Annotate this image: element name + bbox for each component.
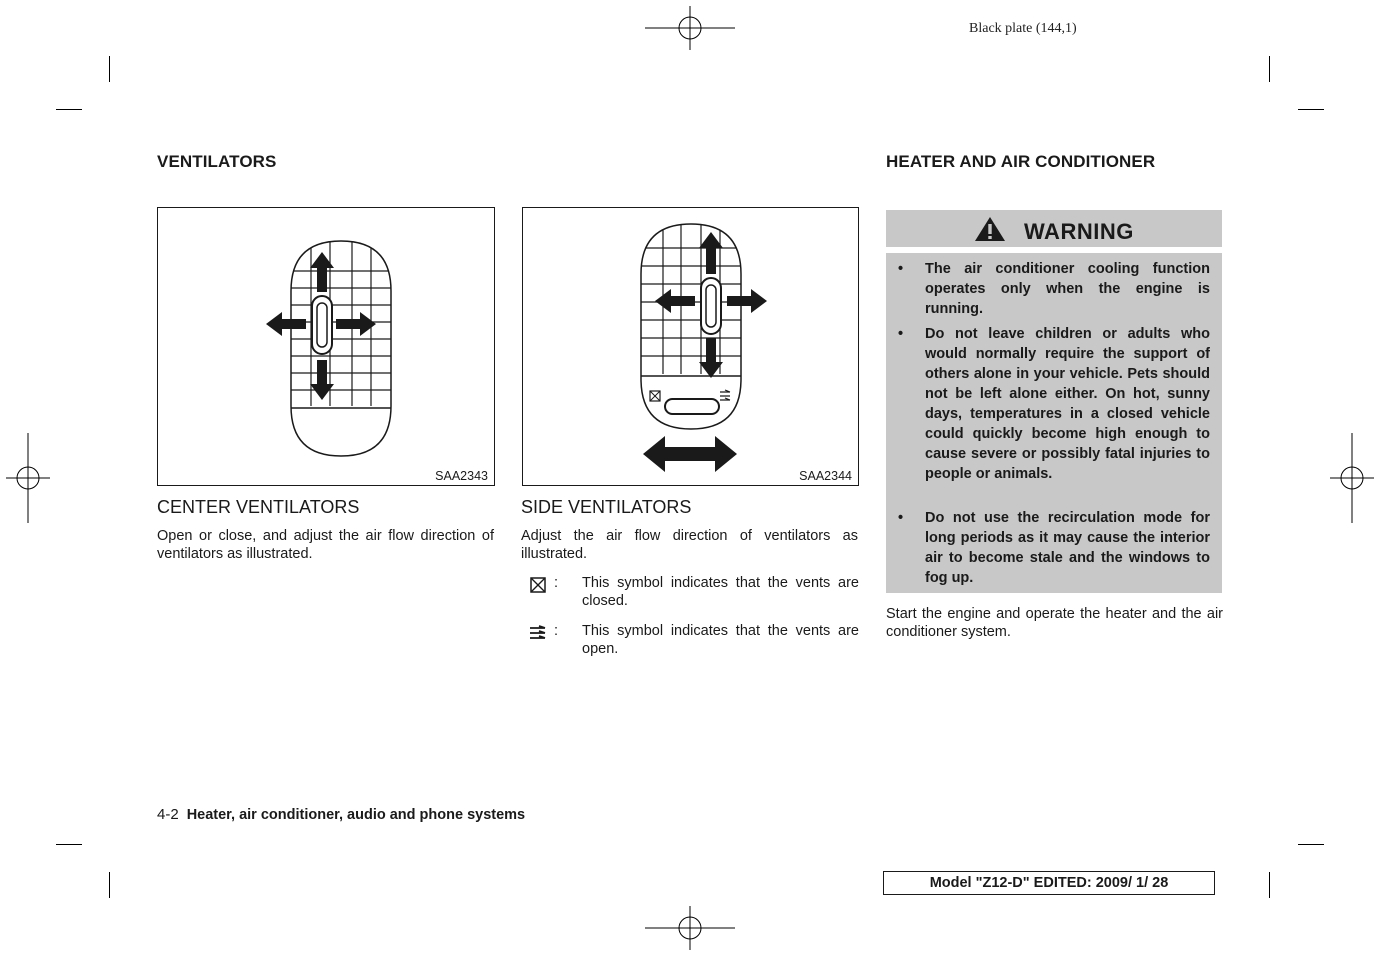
figure-code: SAA2343	[435, 469, 488, 483]
registration-mark-left	[6, 433, 50, 523]
side-ventilators-title: SIDE VENTILATORS	[521, 497, 692, 517]
symbol-row-open	[522, 622, 859, 662]
figure-code: SAA2344	[799, 469, 852, 483]
side-ventilators-text: Adjust the air flow direction of ventilators as illustrated.	[521, 528, 858, 562]
bullet: •	[898, 510, 904, 526]
registration-mark-bottom	[645, 906, 735, 950]
symbol-open-text: This symbol indicates that the vents are open.	[582, 623, 859, 657]
heater-ac-text: Start the engine and operate the heater and the air conditioner system.	[886, 606, 1223, 640]
center-ventilators-text: Open or close, and adjust the air flow direction of ventilators as illustrated.	[157, 528, 494, 562]
warning-title: WARNING	[1024, 219, 1134, 244]
chapter-title: Heater, air conditioner, audio and phone systems	[186, 807, 526, 823]
bullet: •	[898, 326, 904, 342]
warning-body	[886, 253, 1222, 593]
symbol-colon: :	[554, 575, 559, 591]
registration-mark-right	[1330, 433, 1374, 523]
center-ventilators-title: CENTER VENTILATORS	[157, 497, 360, 517]
warning-item-text: Do not use the recirculation mode for long periods as it may cause the interior air to become stale and the windows to fog up.	[925, 510, 1210, 586]
warning-header	[886, 210, 1222, 247]
warning-item-text: Do not leave children or adults who would normally require the support of others alone in your vehicle. Pets should not be left alone either. On hot, sunny days, temperatures in a closed vehicle could quickly become high enough to cause severe or possibly fatal injuries to people or animals.	[925, 326, 1210, 482]
side-ventilator-illustration	[523, 208, 858, 485]
symbol-row-closed	[522, 574, 859, 614]
page-number: 4-2	[157, 806, 179, 823]
symbol-closed-text: This symbol indicates that the vents are closed.	[582, 575, 859, 609]
center-ventilator-illustration	[158, 208, 494, 485]
page-footer	[157, 806, 525, 823]
warning-item-text: The air conditioner cooling function operates only when the engine is running.	[925, 261, 1210, 317]
section-heading-heater-ac: HEATER AND AIR CONDITIONER	[886, 152, 1156, 171]
plate-label: Black plate (144,1)	[969, 21, 1077, 36]
figure-side-ventilator	[522, 207, 859, 486]
bullet: •	[898, 261, 904, 277]
symbol-colon: :	[554, 623, 559, 639]
model-edited-box: Model "Z12-D" EDITED: 2009/ 1/ 28	[883, 871, 1215, 895]
registration-mark-top	[645, 6, 735, 50]
warning-triangle-icon	[974, 216, 1006, 242]
figure-center-ventilator	[157, 207, 495, 486]
section-heading-ventilators: VENTILATORS	[157, 152, 277, 171]
vent-closed-icon	[530, 577, 546, 593]
vent-open-icon	[528, 624, 548, 642]
